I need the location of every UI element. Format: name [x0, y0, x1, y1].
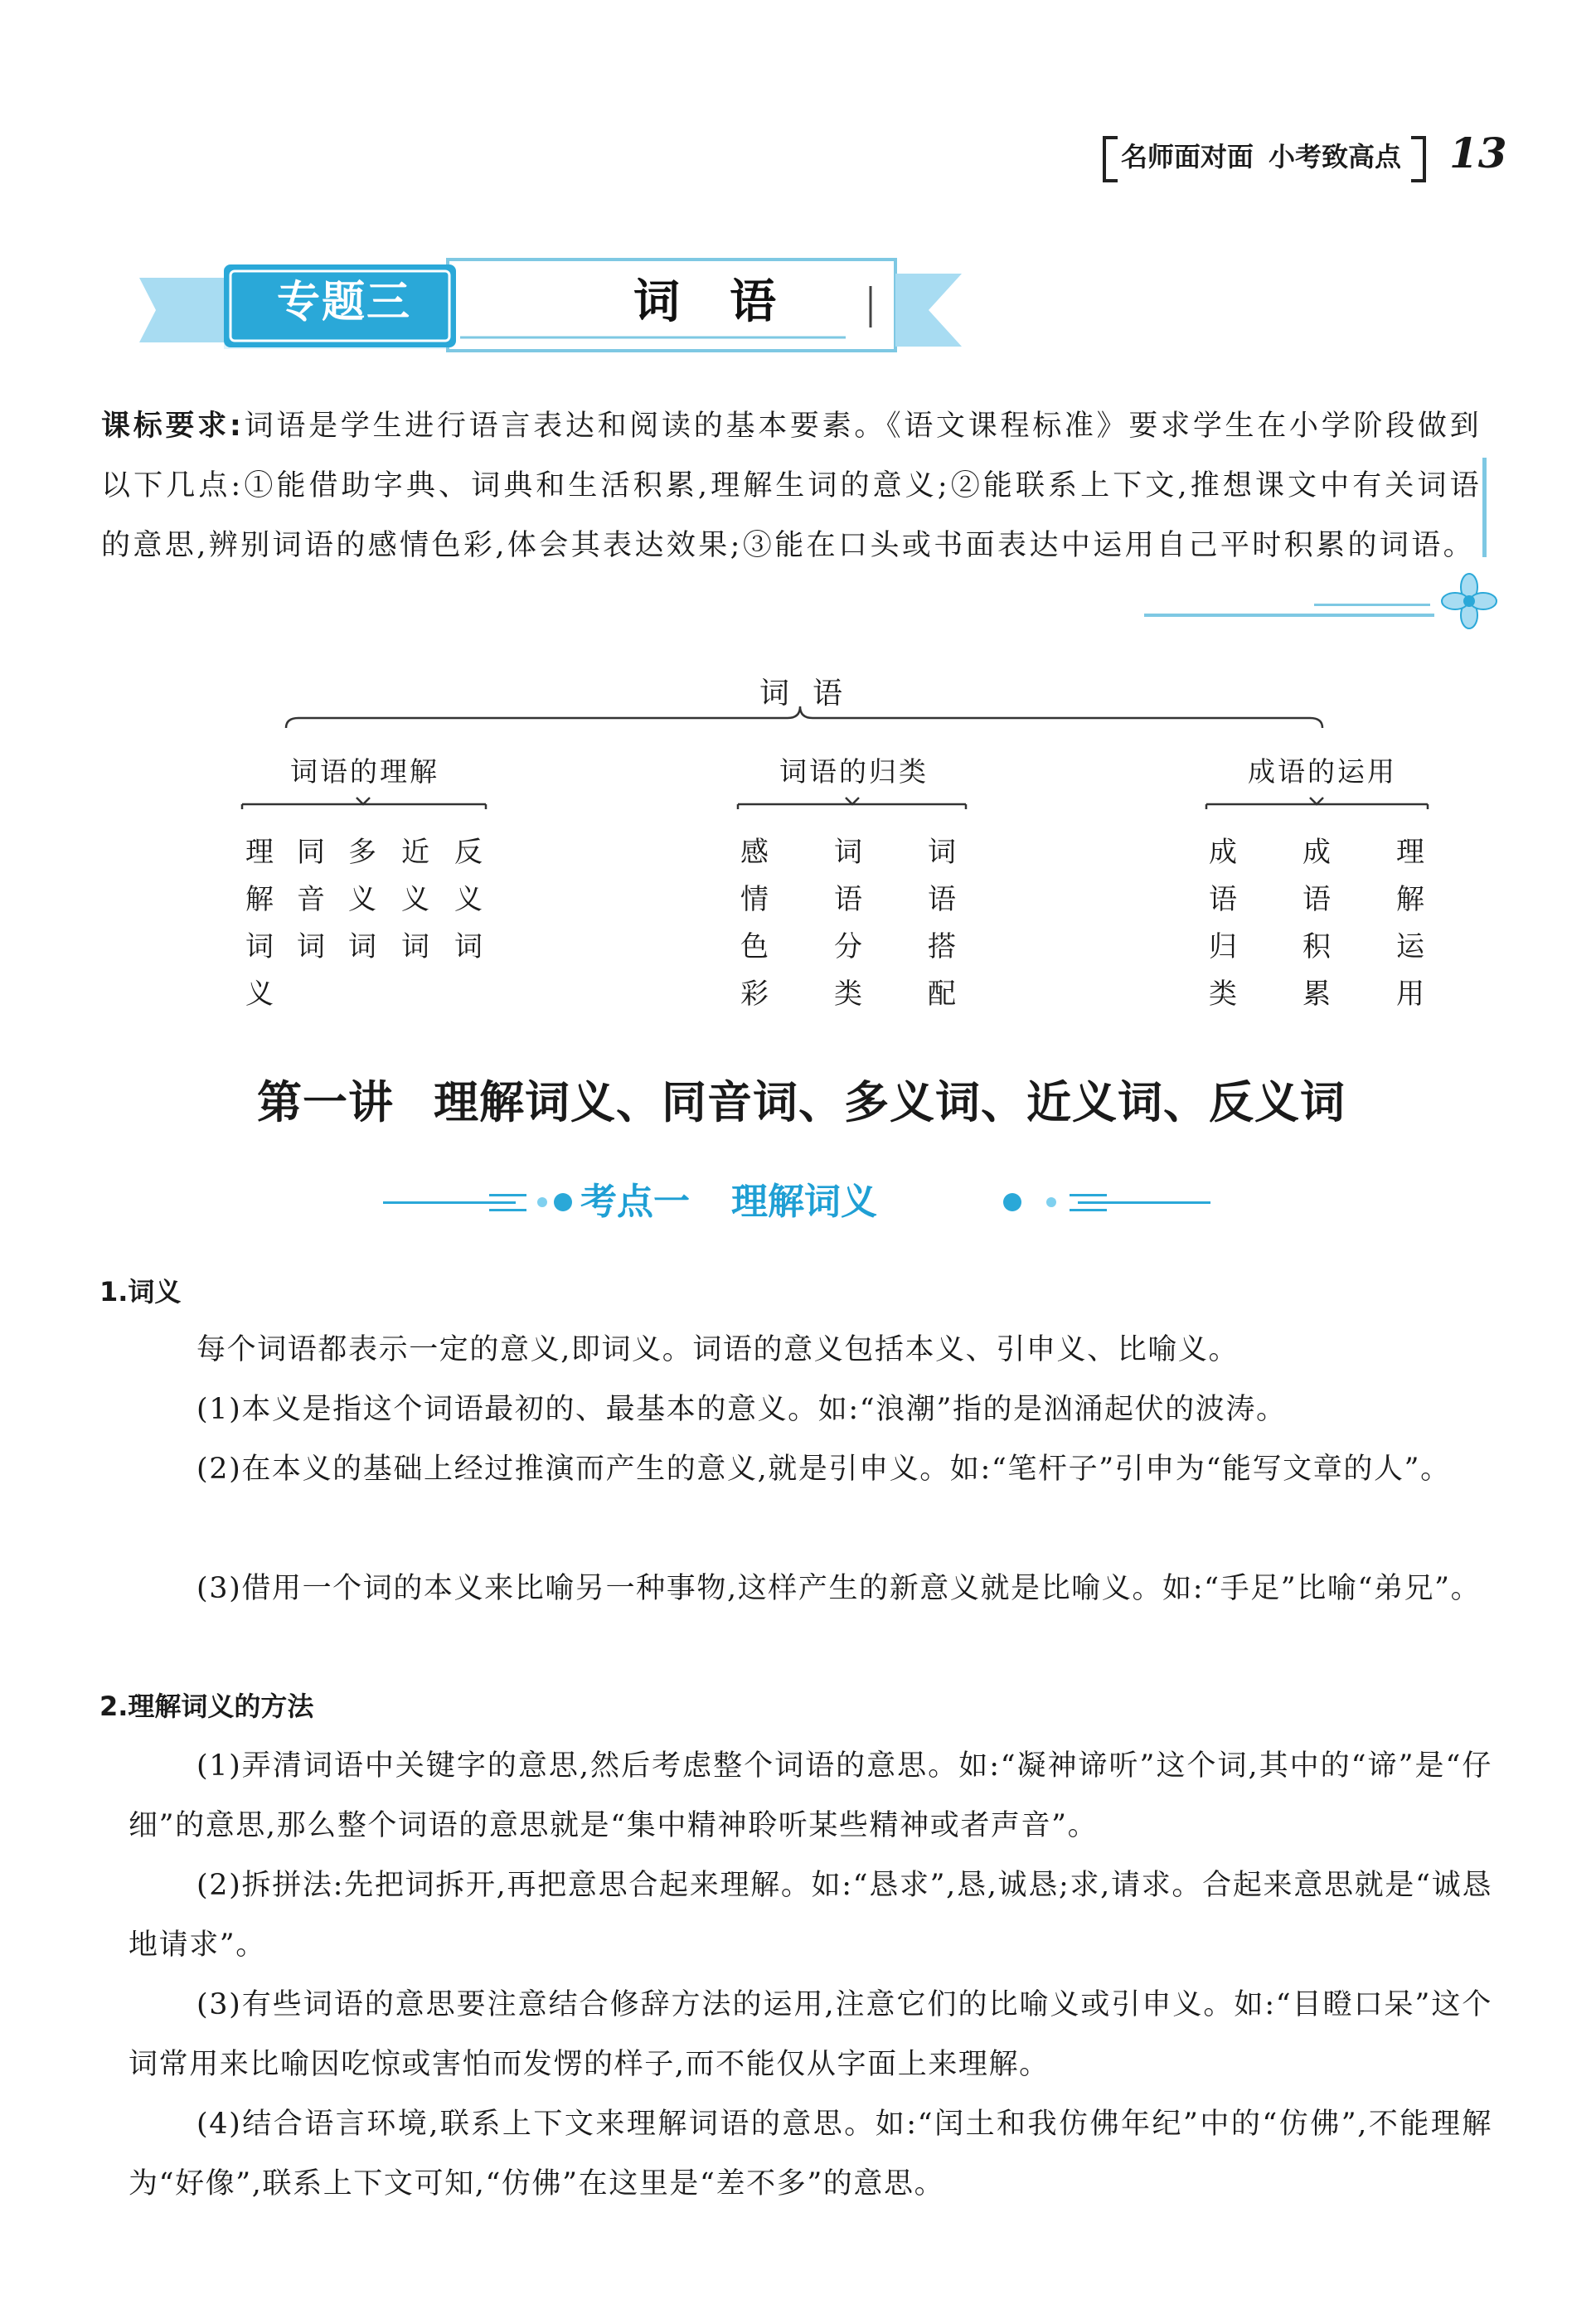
- heading-dot: [1003, 1193, 1021, 1211]
- topic-title: 词语: [633, 275, 826, 329]
- tree-leaf: 反义词: [454, 836, 483, 963]
- heading-dot: [1046, 1197, 1056, 1207]
- lecture-heading: [257, 1070, 1351, 1136]
- body-paragraph: (1)本义是指这个词语最初的、最基本的意义。如:“浪潮”指的是汹涌起伏的波涛。: [196, 1393, 1287, 1426]
- heading-rule: [489, 1209, 526, 1211]
- section-heading: 2.理解词义的方法: [99, 1691, 314, 1722]
- tree-root: 词语: [759, 677, 866, 711]
- tree-leaf: 成语积累: [1303, 836, 1331, 1011]
- key-point-heading: [580, 1176, 1045, 1229]
- heading-rule: [489, 1194, 526, 1196]
- page-number: 13: [1449, 129, 1507, 177]
- heading-rule: [1078, 1201, 1210, 1204]
- tree-leaf: 词语搭配: [928, 836, 956, 1011]
- heading-dot: [554, 1193, 572, 1211]
- tree-leaf: 感情色彩: [740, 836, 769, 1011]
- tree-group-title: 词语的理解: [290, 755, 439, 788]
- tree-leaf: 理解词义: [245, 836, 274, 1011]
- tree-leaf: 近义词: [401, 836, 429, 963]
- body-paragraph: (2)在本义的基础上经过推演而产生的意义,就是引申义。如:“笔杆子”引申为“能写文章的人”。: [196, 1453, 1451, 1486]
- requirements-text: 词语是学生进行语言表达和阅读的基本要素。《语文课程标准》要求学生在小学阶段做到以下几点:①能借助字典、词典和生活积累,理解生词的意义;②能联系上下文,推想课文中有关词语的意思,辨别词语的感情色彩,体会其表达效果;③能在口头或书面表达中运用自己平时积累的词语。: [101, 410, 1482, 562]
- section-heading: 1.词义: [99, 1276, 182, 1308]
- topic-number: 专题三: [276, 278, 411, 327]
- body-paragraph: (3)有些词语的意思要注意结合修辞方法的运用,注意它们的比喻义或引申义。如:“目瞪口呆”这个词常用来比喻因吃惊或害怕而发愣的样子,而不能仅从字面上来理解。: [129, 1988, 1492, 2081]
- requirements-label: 课标要求:: [101, 410, 245, 443]
- heading-rule: [1070, 1209, 1107, 1211]
- heading-dot: [537, 1197, 547, 1207]
- brand-slogan: 小考致高点: [1269, 141, 1402, 172]
- lecture-number: 第一讲: [257, 1076, 394, 1128]
- body-paragraph: (4)结合语言环境,联系上下文来理解词语的意思。如:“闰土和我仿佛年纪”中的“仿佛”,不能理解为“好像”,联系上下文可知,“仿佛”在这里是“差不多”的意思。: [129, 2108, 1492, 2200]
- tree-group-title: 词语的归类: [779, 755, 929, 788]
- tree-leaf: 多义词: [348, 836, 376, 963]
- tree-connectors: [0, 0, 1596, 1045]
- tree-leaf: 同音词: [297, 836, 325, 963]
- lecture-title: 理解词义、同音词、多义词、近义词、反义词: [434, 1076, 1346, 1128]
- heading-rule: [383, 1201, 516, 1204]
- body-paragraph: (1)弄清词语中关键字的意思,然后考虑整个词语的意思。如:“凝神谛听”这个词,其中的“谛”是“仔细”的意思,那么整个词语的意思就是“集中精神聆听某些精神或者声音”。: [129, 1749, 1492, 1842]
- tree-leaf: 成语归类: [1209, 836, 1237, 1011]
- tree-group-title: 成语的运用: [1248, 755, 1397, 788]
- heading-rule: [1070, 1194, 1107, 1196]
- key-point-title: 理解词义: [731, 1181, 877, 1223]
- key-point-label: 考点一: [580, 1181, 690, 1223]
- tree-leaf: 理解运用: [1396, 836, 1424, 1011]
- brand-name: 名师面对面: [1121, 141, 1254, 172]
- body-paragraph: (2)拆拼法:先把词拆开,再把意思合起来理解。如:“恳求”,恳,诚恳;求,请求。合起来意思就是“诚恳地请求”。: [129, 1869, 1492, 1962]
- tree-leaf: 词语分类: [834, 836, 862, 1011]
- body-paragraph: (3)借用一个词的本义来比喻另一种事物,这样产生的新意义就是比喻义。如:“手足”比喻“弟兄”。: [196, 1572, 1482, 1605]
- body-paragraph: 每个词语都表示一定的意义,即词义。词语的意义包括本义、引申义、比喻义。: [196, 1333, 1239, 1366]
